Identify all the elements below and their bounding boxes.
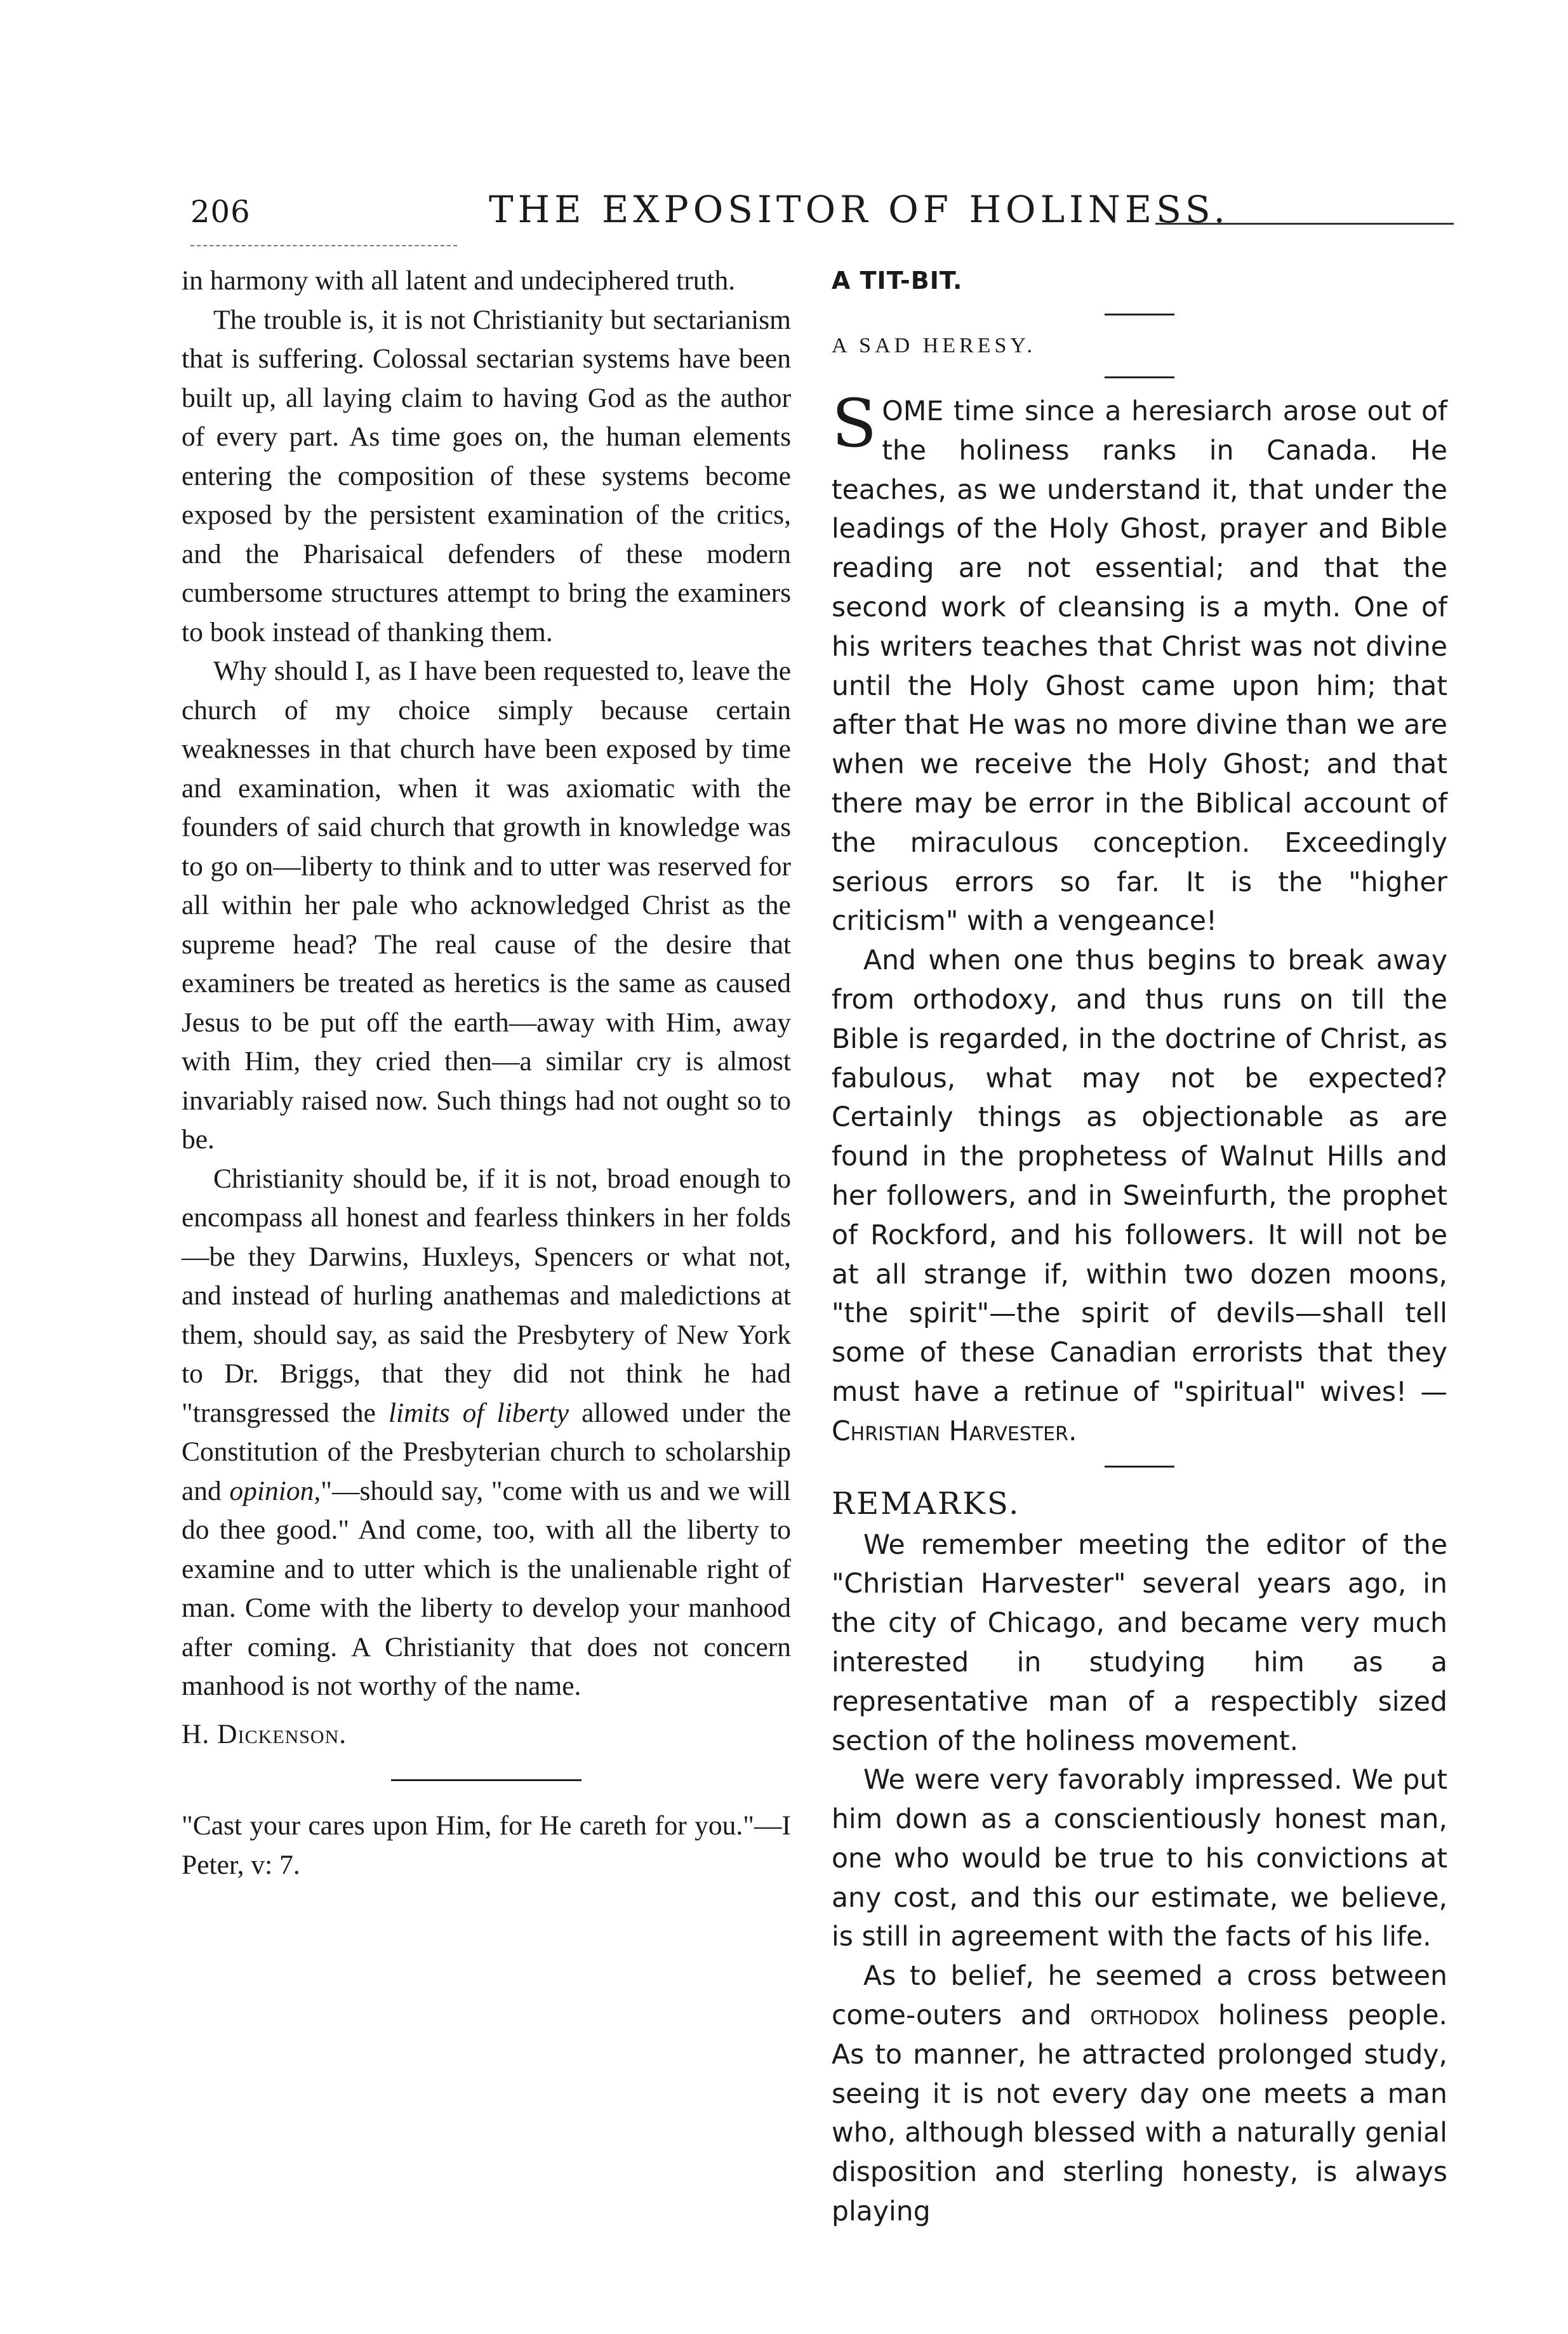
left-paragraph-3: Why should I, as I have been requested to, leave the church of my choice simply because certain weaknesses in that church have been exposed by time and examination, when it was axiomatic with the founders of said church that growth in knowledge was to go on—liberty to think and to utter was reserved for all within her pale who acknowledged Christ as the supreme head? The real cause of the desire that examiners be treated as heretics is the same as caused Jesus to be put off the earth—away with Him, away with Him, they cried then—a similar cry is almost invariably raised now. Such things had not ought so to be. xyxy=(182,656,791,1155)
left-paragraph-4-part-2: allowed under the Constitution of the Presbyterian church to scholarship and xyxy=(182,1397,791,1506)
left-paragraph-4-part-1: Christianity should be, if it is not, broad enough to encompass all honest and fearless thinkers in her folds—be they Darwins, Huxleys, Spencers or what not, and instead of hurling anathemas and maledictions at them, should say, as said the Presbytery of New York to Dr. Briggs, that they did not think he had "transgressed the xyxy=(182,1163,791,1428)
page-header xyxy=(190,188,1454,239)
page-number: 206 xyxy=(190,194,251,230)
article-subtitle: A SAD HERESY. xyxy=(832,334,1037,357)
left-column xyxy=(182,262,791,1885)
article-source: Christian Harvester. xyxy=(832,1416,1077,1447)
header-rule xyxy=(1155,223,1454,225)
remarks-paragraph-2: We were very favorably impressed. We put him down as a conscientiously honest man, one who would be true to his convictions at any cost, and this our estimate, we believe, is still in agreement with the facts of his life. xyxy=(832,1765,1447,1953)
scripture-epigraph: "Cast your cares upon Him, for He careth for you."—I Peter, v: 7. xyxy=(182,1810,791,1880)
left-paragraph-1: in harmony with all latent and undeciphered truth. xyxy=(182,265,736,296)
left-paragraph-4-italic-2: opinion, xyxy=(229,1475,321,1506)
article-paragraph-1 xyxy=(832,385,1447,941)
remarks-divider xyxy=(1105,1466,1174,1468)
title-divider xyxy=(1105,314,1174,315)
subtitle-divider xyxy=(1105,376,1174,378)
running-title: THE EXPOSITOR OF HOLINESS. xyxy=(489,188,1230,231)
drop-cap: S xyxy=(832,385,877,462)
remarks-title: REMARKS. xyxy=(832,1485,1021,1522)
author-signature: H. Dickenson. xyxy=(182,1718,347,1749)
article-paragraph-2-text: And when one thus begins to break away from orthodoxy, and thus runs on till the Bible is regarded, in the doctrine of Christ, as fabulous, what may not be expected? Certainly things as objectionable as are found in the prophetess of Walnut Hills and her followers, and in Sweinfurth, the prophet of Rockford, and his followers. It will not be at all strange if, within two dozen moons, "the spirit"—the spirit of devils—shall tell some of these Canadian errorists that they must have a retinue of "spiritual" wives! — xyxy=(832,945,1447,1408)
section-divider xyxy=(391,1779,581,1781)
remarks-paragraph-3-part-1: As to belief, he seemed a cross between come-outers and xyxy=(832,1961,1447,2032)
remarks-paragraph-1: We remember meeting the editor of the "Christian Harvester" several years ago, in the city of Chicago, and became very much interested in studying him as a representative man of a respectibly sized section of the holiness movement. xyxy=(832,1529,1447,1757)
left-paragraph-4-italic-1: limits of liberty xyxy=(388,1397,569,1428)
right-column xyxy=(832,262,1447,2232)
left-paragraph-2: The trouble is, it is not Christianity but sectarianism that is suffering. Colossal sectarian systems have been built up, all laying claim to having God as the author of every part. As time goes on, the human elements entering the composition of these systems become exposed by the persistent examination of the critics, and the Pharisaical defenders of these modern cumbersome structures attempt to bring the examiners to book instead of thanking them. xyxy=(182,304,791,647)
remarks-paragraph-3-part-2: holiness people. As to manner, he attracted prolonged study, seeing it is not every day one meets a man who, although blessed with a naturally genial disposition and sterling honesty, is always playing xyxy=(832,2000,1447,2228)
article-paragraph-2 xyxy=(832,941,1447,1451)
left-paragraph-4 xyxy=(182,1160,791,1706)
header-rule-left xyxy=(190,245,457,246)
article-title: A TIT-BIT. xyxy=(832,267,963,295)
remarks-smallcaps-word: orthodox xyxy=(1090,2000,1200,2032)
left-paragraph-4-part-3: "—should say, "come with us and we will do thee good." And come, too, with all the liberty to examine and to utter which is the unalienable right of man. Come with the liberty to develop your manhood after coming. A Christianity that does not concern manhood is not worthy of the name. xyxy=(182,1475,791,1701)
article-paragraph-1-text: OME time since a heresiarch arose out of the holiness ranks in Canada. He teaches, as we understand it, that under the leadings of the Holy Ghost, prayer and Bible reading are not essential; and that the second work of cleansing is a myth. One of his writers teaches that Christ was not divine until the Holy Ghost came upon him; that after that He was no more divine than we are when we receive the Holy Ghost; and that there may be error in the Biblical account of the miraculous conception. Exceedingly serious errors so far. It is the "higher criticism" with a vengeance! xyxy=(832,396,1447,938)
remarks-paragraph-3 xyxy=(832,1957,1447,2232)
